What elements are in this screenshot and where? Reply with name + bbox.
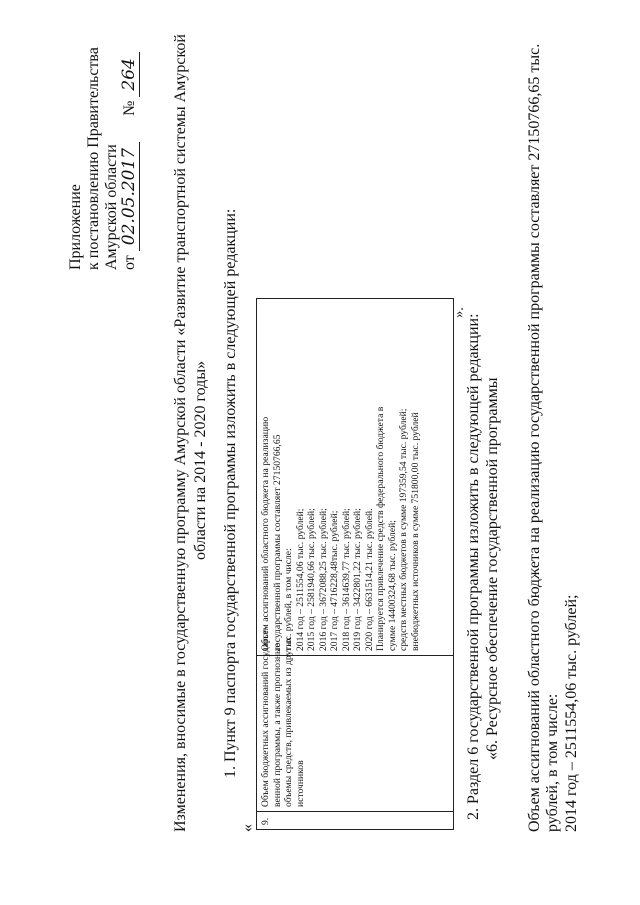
section6-title: «6. Ресурсное обеспечение государственной программы	[484, 377, 501, 760]
table-content-line: внебюджетных источников в сумме 751800,00 тыс. рублей	[409, 412, 421, 651]
table-content-cell	[257, 299, 453, 655]
decree-number: 264	[119, 52, 140, 96]
table-label-line: венной программы, а также прогнозные	[271, 643, 283, 807]
item1-open-quote: «	[239, 824, 256, 832]
item1-heading: 1. Пункт 9 паспорта государственной программы изложить в следующей редакции:	[222, 208, 239, 778]
section6-paragraph-line1: Объем ассигнований областного бюджета на реализацию государственной программы составляет 27150766,65 тыс.	[526, 43, 543, 832]
table-content-line: Объем ассигнований областного бюджета на реализацию	[260, 416, 271, 651]
table-content-line: 2020 год – 6631514,21 тыс. рублей.	[363, 508, 375, 651]
table-row-number: 9.	[257, 811, 453, 829]
table-content-line: сумме 14400324,68 тыс. рублей;	[386, 520, 398, 651]
decree-date: 02.05.2017	[119, 142, 140, 251]
item2-heading: 2. Раздел 6 государственной программы изложить в следующей редакции:	[465, 313, 482, 820]
section6-paragraph-line3: 2014 год – 2511554,06 тыс. рублей;	[563, 594, 580, 832]
table-content-line: Планируется привлечение средств федерального бюджета в	[375, 406, 386, 651]
table-content-line: государственной программы составляет 27150766,65	[271, 434, 283, 651]
table-content-line: 2018 год – 3614639,77 тыс. рублей;	[340, 508, 352, 651]
section6-paragraph-line2: рублей, в том числе:	[544, 693, 561, 832]
document-title-line1: Изменения, вносимые в государственную программу Амурской области «Развитие транспортной системы Амурской	[172, 34, 189, 832]
to-decree-label: к постановлению Правительства	[85, 47, 102, 270]
table-content-line: 2017 год – 4716228,48тыс. рублей;	[329, 510, 340, 651]
table-close-quote: ».	[451, 307, 467, 318]
table-label-line: источников	[294, 760, 306, 807]
table-label-line: Объем бюджетных ассигнований государст-	[260, 626, 271, 807]
table-content-line: тыс. рублей, в том числе:	[283, 548, 294, 651]
number-prefix: №	[121, 100, 138, 116]
table-label-line: объемы средств, привлекаемых из других	[283, 636, 294, 807]
table-content-line: 2019 год – 3422801,22 тыс. рублей;	[352, 508, 363, 651]
table-label-cell	[257, 626, 453, 811]
table-content-line: средств местных бюджетов в сумме 197359,54 тыс. рублей;	[398, 408, 409, 651]
appendix-label: Приложение	[67, 184, 84, 270]
passport-table	[256, 298, 454, 830]
decree-date-line	[121, 52, 138, 270]
from-prefix: от	[121, 255, 138, 270]
document-title-line2: области на 2014 - 2020 годы»	[192, 360, 209, 560]
region-label: Амурской области	[103, 144, 120, 270]
table-content-line: 2016 год – 3672088,25 тыс. рублей;	[317, 508, 329, 651]
table-content-line: 2015 год – 2581940,66 тыс. рублей;	[306, 508, 317, 651]
table-content-line: 2014 год – 2511554,06 тыс. рублей;	[294, 508, 306, 651]
